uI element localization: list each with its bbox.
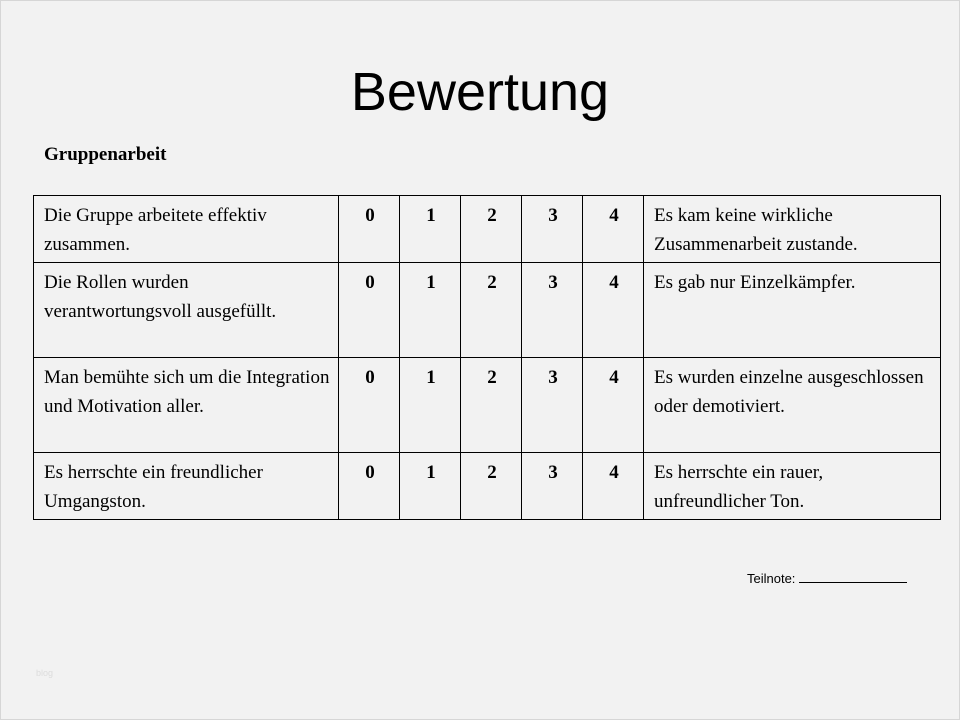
statement-cell: Man bemühte sich um die Integration und Motivation aller. xyxy=(34,358,339,453)
opposite-cell: Es wurden einzelne ausgeschlossen oder demotiviert. xyxy=(644,358,941,453)
page-title: Bewertung xyxy=(350,62,610,122)
score-cell: 0 xyxy=(339,358,400,453)
table-row xyxy=(34,453,941,520)
statement-cell: Die Rollen wurden verantwortungsvoll ausgefüllt. xyxy=(34,263,339,358)
table-row xyxy=(34,263,941,358)
statement-cell: Die Gruppe arbeitete effektiv zusammen. xyxy=(34,196,339,263)
score-cell: 2 xyxy=(461,263,522,358)
score-cell: 0 xyxy=(339,196,400,263)
score-cell: 1 xyxy=(400,453,461,520)
score-cell: 0 xyxy=(339,263,400,358)
score-cell: 2 xyxy=(461,358,522,453)
score-cell: 1 xyxy=(400,196,461,263)
score-cell: 1 xyxy=(400,263,461,358)
grade-blank-line[interactable] xyxy=(799,570,907,583)
score-cell: 3 xyxy=(522,196,583,263)
statement-cell: Es herrschte ein freundlicher Umgangston. xyxy=(34,453,339,520)
score-cell: 3 xyxy=(522,263,583,358)
score-cell: 2 xyxy=(461,453,522,520)
score-cell: 4 xyxy=(583,196,644,263)
partial-grade-label: Teilnote: xyxy=(747,571,796,586)
score-cell: 1 xyxy=(400,358,461,453)
section-heading: Gruppenarbeit xyxy=(44,144,167,165)
score-cell: 3 xyxy=(522,453,583,520)
watermark: blog xyxy=(36,668,54,678)
score-cell: 4 xyxy=(583,453,644,520)
score-cell: 3 xyxy=(522,358,583,453)
score-cell: 4 xyxy=(583,358,644,453)
rating-table xyxy=(33,195,941,520)
opposite-cell: Es herrschte ein rauer, unfreundlicher Ton. xyxy=(644,453,941,520)
score-cell: 4 xyxy=(583,263,644,358)
score-cell: 2 xyxy=(461,196,522,263)
table-row xyxy=(34,196,941,263)
partial-grade xyxy=(747,570,907,588)
opposite-cell: Es gab nur Einzelkämpfer. xyxy=(644,263,941,358)
opposite-cell: Es kam keine wirkliche Zusammenarbeit zustande. xyxy=(644,196,941,263)
table-row xyxy=(34,358,941,453)
score-cell: 0 xyxy=(339,453,400,520)
